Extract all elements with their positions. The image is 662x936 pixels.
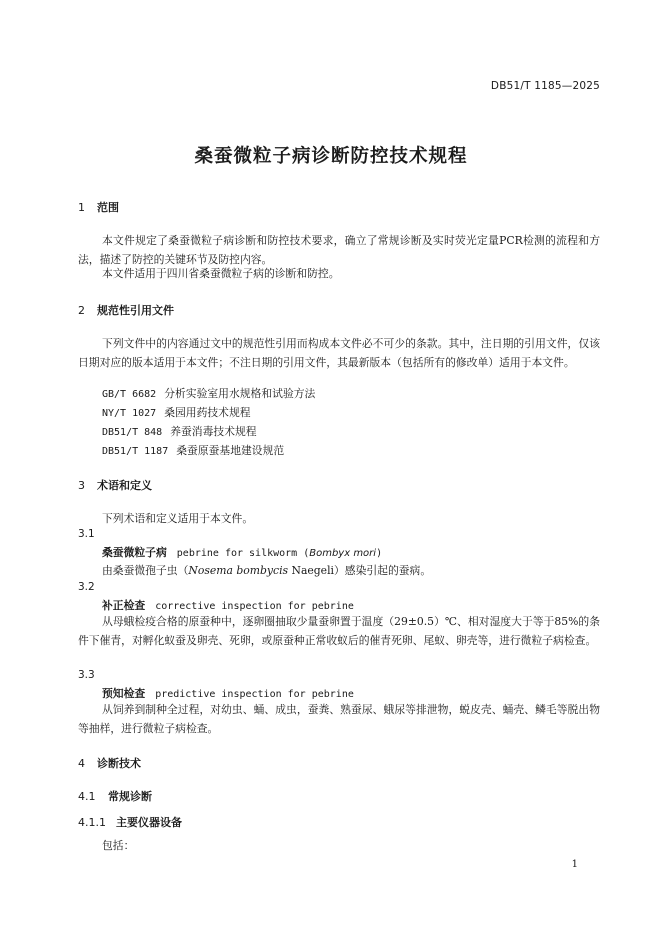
subsection-heading-4-1-1: [78, 814, 182, 830]
reference-name: 桑园用药技术规程: [164, 406, 251, 419]
term-scientific-name: Bombyx mori: [309, 548, 377, 559]
reference-name: 分析实验室用水规格和试验方法: [164, 387, 316, 400]
section-number: 3: [78, 479, 85, 492]
term-chinese: 桑蚕微粒子病: [102, 546, 167, 559]
paragraph-terms-intro: 下列术语和定义适用于本文件。: [102, 512, 254, 525]
section-title: 常规诊断: [108, 790, 152, 803]
term-chinese: 补正检查: [102, 599, 146, 612]
term-english: predictive inspection for pebrine: [155, 689, 354, 700]
reference-name: 养蚕消毒技术规程: [170, 425, 257, 438]
reference-item: [102, 405, 251, 420]
term-definition: 从母蛾检疫合格的原蚕种中，逐卵圈抽取少量蚕卵置于温度（29±0.5）℃、相对湿度大于等于85%的条件下催青，对孵化蚁蚕及卵壳、死卵，或原蚕种正常收蚁后的催青死卵、尾蚁、卵壳等，进行微粒子病检查。: [78, 615, 600, 647]
term-definition: 从饲养到制种全过程，对幼虫、蛹、成虫，蚕粪、熟蚕尿、蛾尿等排泄物，蜕皮壳、蛹壳、鳞毛等脱出物等抽样，进行微粒子病检查。: [78, 703, 600, 735]
term-entry: [102, 545, 382, 560]
section-title: 诊断技术: [97, 757, 141, 770]
document-code: DB51/T 1185—2025: [490, 80, 600, 92]
section-heading-2: [78, 302, 174, 318]
term-english: [177, 548, 382, 559]
section-number: 2: [78, 304, 85, 317]
section-title: 范围: [97, 201, 119, 214]
reference-item: [102, 386, 315, 401]
section-title: 主要仪器设备: [116, 816, 182, 829]
reference-item: [102, 424, 257, 439]
term-number: 3.1: [78, 528, 95, 540]
section-heading-4: [78, 755, 141, 771]
section-heading-3: [78, 477, 152, 493]
reference-item: [102, 443, 284, 458]
definition-scientific-name: Nosema bombycis: [188, 564, 289, 577]
page-number: 1: [571, 859, 578, 870]
reference-code: NY/T 1027: [102, 408, 157, 419]
term-entry: [102, 598, 354, 613]
reference-code: DB51/T 848: [102, 427, 163, 438]
paragraph-normative-refs: 下列文件中的内容通过文中的规范性引用而构成本文件必不可少的条款。其中，注日期的引用文件，仅该日期对应的版本适用于本文件；不注日期的引用文件，其最新版本（包括所有的修改单）适用于本文件。: [78, 337, 600, 369]
paragraph-scope-1: 本文件规定了桑蚕微粒子病诊断和防控技术要求，确立了常规诊断及实时荧光定量PCR检测的流程和方法，描述了防控的关键环节及防控内容。: [78, 234, 600, 266]
term-english: corrective inspection for pebrine: [155, 601, 354, 612]
section-number: 4: [78, 757, 85, 770]
section-title: 术语和定义: [97, 479, 152, 492]
term-english-end: ): [376, 548, 383, 559]
section-number: 4.1.1: [78, 816, 106, 829]
document-title: 桑蚕微粒子病诊断防控技术规程: [194, 146, 468, 167]
term-chinese: 预知检查: [102, 687, 146, 700]
reference-code: DB51/T 1187: [102, 446, 169, 457]
section-title: 规范性引用文件: [97, 304, 174, 317]
paragraph-includes: 包括：: [102, 839, 135, 852]
section-number: 4.1: [78, 790, 96, 803]
definition-text: 由桑蚕微孢子虫（: [102, 564, 189, 577]
reference-name: 桑蚕原蚕基地建设规范: [176, 444, 285, 457]
paragraph-scope-2: 本文件适用于四川省桑蚕微粒子病的诊断和防控。: [102, 267, 340, 280]
term-number: 3.3: [78, 669, 95, 681]
term-number: 3.2: [78, 581, 95, 593]
term-english-text: pebrine for silkworm (: [176, 548, 310, 559]
subsection-heading-4-1: [78, 788, 152, 804]
section-heading-1: [78, 199, 119, 215]
term-definition: [102, 563, 431, 578]
section-number: 1: [78, 201, 85, 214]
definition-text-end: Naegeli）感染引起的蚕病。: [288, 564, 432, 577]
reference-code: GB/T 6682: [102, 389, 157, 400]
term-entry: [102, 686, 354, 701]
